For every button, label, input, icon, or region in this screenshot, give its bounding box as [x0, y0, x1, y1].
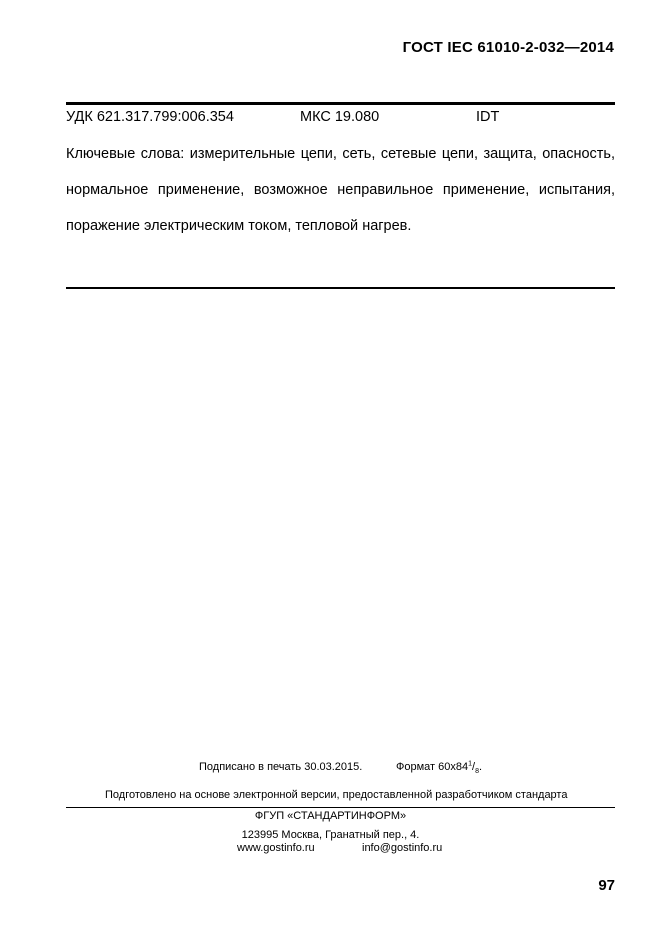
document-standard-code: ГОСТ IEC 61010-2-032—2014 [402, 39, 614, 56]
keywords-divider [66, 287, 615, 289]
signed-to-print: Подписано в печать 30.03.2015. [199, 761, 363, 773]
page-number: 97 [598, 877, 615, 894]
print-format-numerator: 1 [468, 760, 473, 768]
mks-code: МКС 19.080 [300, 109, 380, 125]
print-format: Формат $60x84^1/_8$. [396, 760, 483, 776]
publisher-website: www.gostinfo.ru [237, 842, 315, 854]
header-divider [66, 102, 615, 105]
correspondence-degree: IDT [476, 109, 500, 125]
print-format-label: Формат 60x84 [396, 761, 469, 773]
imprint-divider [66, 807, 615, 808]
print-format-denominator: 8 [475, 768, 479, 776]
publisher-email: info@gostinfo.ru [362, 842, 443, 854]
keywords-paragraph: Ключевые слова: измерительные цепи, сеть, сетевые цепи, защита, опасность, нормальное применение, возможное неправильное применение, испытания, поражение электрическим током, тепловой нагрев. [66, 146, 615, 234]
prepared-note: Подготовлено на основе электронной версии, предоставленной разработчиком стандарта [105, 789, 568, 801]
udk-code: УДК 621.317.799:006.354 [66, 109, 234, 125]
publisher-address: 123995 Москва, Гранатный пер., 4. [241, 829, 420, 841]
publisher-name: ФГУП «СТАНДАРТИНФОРМ» [254, 810, 407, 822]
